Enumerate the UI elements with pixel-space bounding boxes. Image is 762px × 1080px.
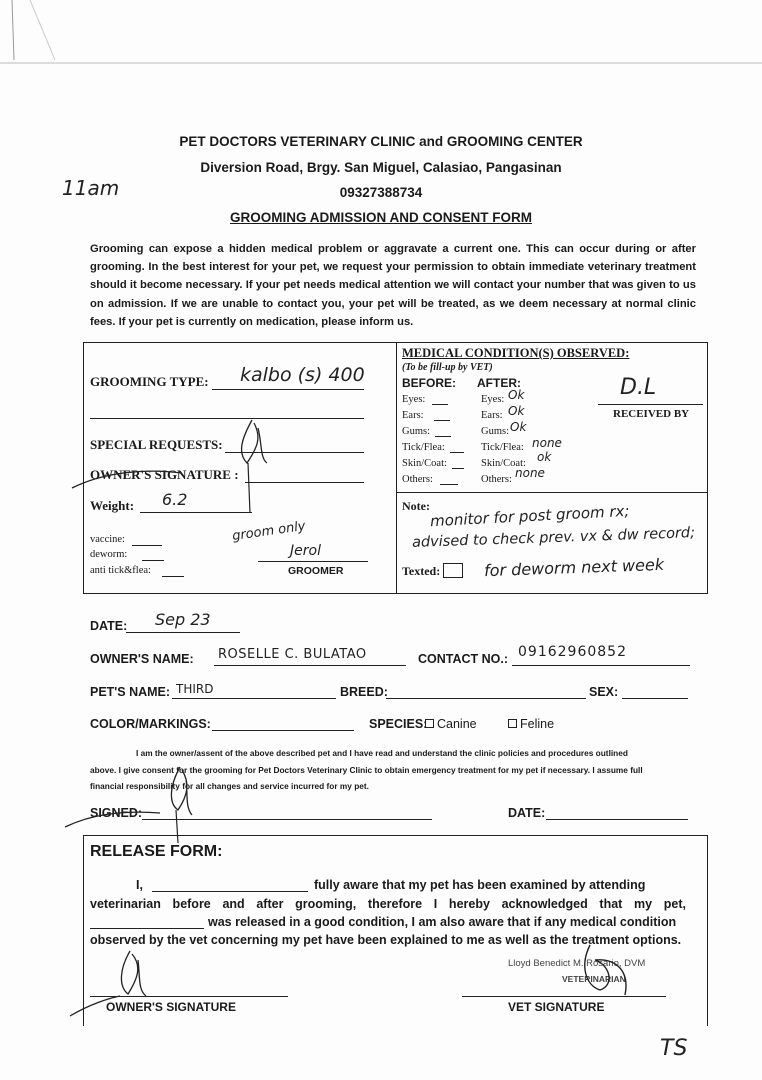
texted-label-text: Texted: [402, 564, 441, 578]
groomer-line [258, 561, 368, 562]
before-gums-line [435, 436, 451, 437]
after-eyes-label: Eyes: [481, 394, 505, 405]
tick-flea-label: anti tick&flea: [90, 565, 151, 576]
vaccine-line [132, 545, 162, 546]
texted-label [402, 563, 463, 579]
before-tick-line [450, 452, 464, 453]
owner-name-line [214, 665, 406, 666]
after-eyes-value[interactable]: Ok [508, 388, 525, 402]
groomer-label: GROOMER [288, 565, 344, 577]
date2-label: DATE: [508, 806, 546, 820]
color-line [212, 730, 354, 731]
feline-checkbox[interactable] [508, 719, 517, 728]
after-ears-label: Ears: [481, 410, 503, 421]
pet-name-line [172, 698, 336, 699]
release-owner-signature-mark [60, 946, 260, 1026]
vaccine-label: vaccine: [90, 534, 125, 545]
note-label: Note: [402, 499, 430, 513]
release-title: RELEASE FORM: [90, 843, 223, 860]
consent-line-2: above. I give consent for the grooming for Pet Doctors Veterinary Clinic to obtain emergency treatment for my pet if necessary. I assume full [90, 765, 643, 775]
received-by-value[interactable]: D.L [620, 375, 657, 400]
clinic-phone: 09327388734 [339, 185, 423, 200]
after-tick-value[interactable]: none [532, 436, 562, 450]
weight-value[interactable]: 6.2 [162, 490, 188, 509]
scan-edge [0, 0, 762, 70]
tick-flea-line [162, 576, 184, 577]
date-value[interactable]: Sep 23 [155, 610, 211, 629]
vet-stamp-name: Lloyd Benedict M. Rosario, DVM [508, 958, 646, 969]
grooming-type-label: GROOMING TYPE: [90, 374, 209, 389]
special-requests-label: SPECIAL REQUESTS: [90, 437, 223, 452]
contact-label: CONTACT NO.: [418, 652, 509, 666]
canine-checkbox[interactable] [425, 719, 434, 728]
note-line-1[interactable]: monitor for post groom rx; [429, 501, 630, 531]
breed-line [386, 698, 586, 699]
grooming-type-line [212, 389, 364, 390]
color-label: COLOR/MARKINGS: [90, 717, 211, 731]
after-ears-value[interactable]: Ok [508, 404, 525, 418]
before-others-line [440, 484, 458, 485]
after-label: AFTER: [477, 376, 521, 390]
form-title: GROOMING ADMISSION AND CONSENT FORM [230, 210, 532, 225]
groomer-name[interactable]: Jerol [290, 543, 321, 559]
date2-line [546, 819, 688, 820]
groom-note: groom only [231, 518, 307, 545]
intro-paragraph: Grooming can expose a hidden medical problem or aggravate a current one. This can occur during or after grooming. In the best interest for your pet, we request your permission to obtain immediate veterinary treatment should it become necessary. If your pet needs medical attention we will contact your number that was given to us on admission. If we are unable to contact you, your pet will be treated, as we deem necessary at normal clinic fees. If your pet is currently on medication, please inform us. [90, 243, 696, 328]
grooming-type-value[interactable]: kalbo (s) 400 [240, 364, 365, 386]
vet-stamp-title: VETERINARIAN [562, 974, 626, 984]
corner-time-note: 11am [62, 176, 120, 200]
after-gums-value[interactable]: Ok [510, 420, 527, 434]
after-others-label: Others: [481, 474, 512, 485]
after-gums-label: Gums: [481, 426, 510, 437]
consent-line-3: financial responsibility for all changes and service incurred for my pet. [90, 781, 369, 791]
pet-name-value[interactable]: THIRD [176, 682, 214, 696]
date-label: DATE: [90, 619, 128, 633]
after-tick-label: Tick/Flea: [481, 442, 524, 453]
owner-name-label: OWNER'S NAME: [90, 652, 194, 666]
signed-signature-mark [60, 765, 200, 845]
release-line1-a: I, [136, 878, 143, 892]
before-skin-label: Skin/Coat: [402, 458, 447, 469]
feline-label: Feline [520, 717, 555, 731]
owner-sig-label: OWNER'S SIGNATURE [106, 1000, 236, 1014]
contact-line [512, 665, 690, 666]
after-skin-label: Skin/Coat: [481, 458, 526, 469]
release-pet-line [90, 928, 204, 929]
before-eyes-label: Eyes: [402, 394, 426, 405]
species-canine-option[interactable] [425, 717, 477, 731]
before-label: BEFORE: [402, 376, 456, 390]
before-gums-label: Gums: [402, 426, 431, 437]
sex-line [622, 698, 688, 699]
before-ears-line [434, 420, 450, 421]
owner-signature-mark [62, 418, 272, 518]
note-divider [396, 492, 707, 493]
deworm-label: deworm: [90, 549, 128, 560]
species-feline-option[interactable] [508, 717, 554, 731]
date-line [126, 632, 240, 633]
before-tick-label: Tick/Flea: [402, 442, 445, 453]
release-line1-b: fully aware that my pet has been examined by attending [314, 878, 646, 892]
vet-sig-label: VET SIGNATURE [508, 1000, 605, 1014]
medical-title: MEDICAL CONDITION(S) OBSERVED: [402, 346, 630, 360]
clinic-name: PET DOCTORS VETERINARY CLINIC and GROOMING CENTER [179, 134, 583, 149]
vet-sig-line [462, 996, 666, 997]
before-eyes-line [432, 404, 448, 405]
pet-name-label: PET'S NAME: [90, 685, 171, 699]
after-skin-value[interactable]: ok [537, 450, 552, 464]
received-by-line [598, 404, 703, 405]
page-mark: TS [660, 1036, 688, 1061]
breed-label: BREED: [340, 685, 388, 699]
contact-value[interactable]: 09162960852 [518, 644, 627, 660]
before-others-label: Others: [402, 474, 433, 485]
signed-label: SIGNED: [90, 806, 143, 820]
sex-label: SEX: [589, 685, 619, 699]
release-line2: veterinarian before and after grooming, therefore I hereby acknowledged that my pet, [90, 897, 686, 911]
note-line-3[interactable]: for deworm next week [483, 554, 665, 581]
release-line3-b: was released in a good condition, I am also aware that if any medical condition [208, 915, 677, 929]
medical-subtitle: (To be fill-up by VET) [402, 362, 493, 373]
before-skin-line [452, 468, 464, 469]
owner-name-value[interactable]: ROSELLE C. BULATAO [218, 647, 367, 662]
note-line-2[interactable]: advised to check prev. vx & dw record; [411, 525, 696, 551]
texted-checkbox[interactable] [443, 563, 463, 578]
canine-label: Canine [437, 717, 477, 731]
received-by-label: RECEIVED BY [613, 408, 690, 420]
owner-sig-line [90, 996, 288, 997]
before-ears-label: Ears: [402, 410, 424, 421]
release-name-line [152, 891, 308, 892]
release-line4: observed by the vet concerning my pet have been explained to me as well as the treatment options. [90, 933, 682, 947]
deworm-line [142, 560, 164, 561]
box-divider [396, 342, 397, 594]
clinic-address: Diversion Road, Brgy. San Miguel, Calasiao, Pangasinan [200, 160, 562, 175]
owner-signature-label: OWNER'S SIGNATURE : [90, 467, 239, 482]
species-label: SPECIES: [369, 717, 428, 731]
weight-label: Weight: [90, 498, 135, 513]
after-others-value[interactable]: none [515, 466, 545, 480]
consent-line-1: I am the owner/assent of the above described pet and I have read and understand the clinic policies and procedures outlined [136, 748, 628, 758]
